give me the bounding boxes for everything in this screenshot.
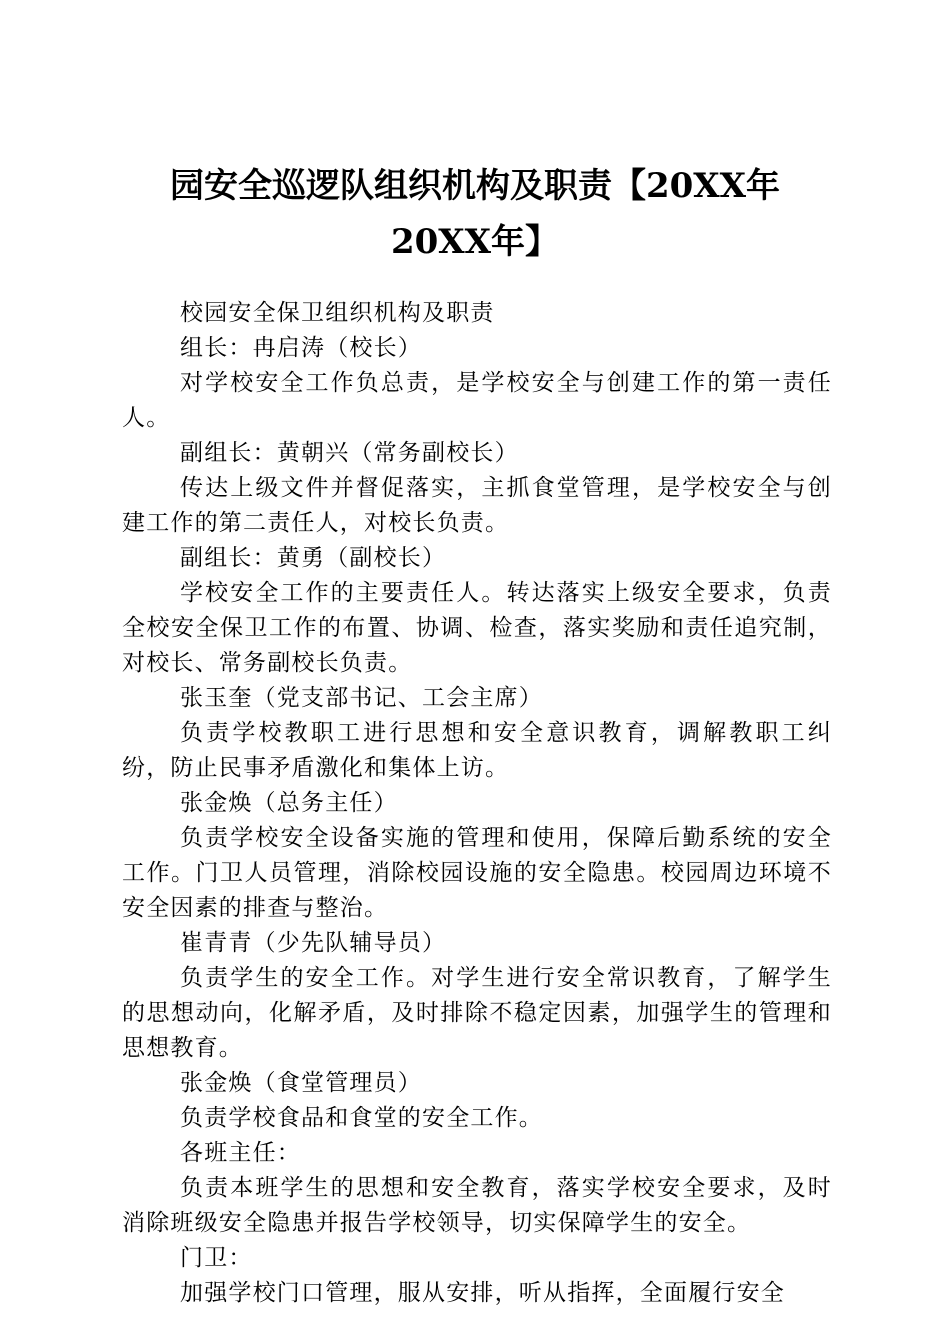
paragraph-pioneer-counselor: 崔青青（少先队辅导员）	[180, 930, 447, 956]
paragraph-section-heading: 校园安全保卫组织机构及职责	[180, 300, 495, 326]
paragraph-pioneer-counselor-duty: 负责学生的安全工作。对学生进行安全常识教育，了解学生的思想动向，化解矛盾，及时排除不稳定因素，加强学生的管理和思想教育。	[122, 965, 832, 1061]
paragraph-class-teachers-duty: 负责本班学生的思想和安全教育，落实学校安全要求，及时消除班级安全隐患并报告学校领导，切实保障学生的安全。	[122, 1175, 832, 1236]
paragraph-deputy-leader-1: 副组长：黄朝兴（常务副校长）	[180, 440, 519, 466]
paragraph-deputy-leader-2-duty: 学校安全工作的主要责任人。转达落实上级安全要求，负责全校安全保卫工作的布置、协调、检查，落实奖励和责任追究制，对校长、常务副校长负责。	[122, 580, 832, 676]
paragraph-leader: 组长：冉启涛（校长）	[180, 335, 422, 361]
paragraph-party-secretary-duty: 负责学校教职工进行思想和安全意识教育，调解教职工纠纷，防止民事矛盾激化和集体上访。	[122, 720, 832, 781]
paragraph-canteen-manager-duty: 负责学校食品和食堂的安全工作。	[180, 1105, 543, 1131]
paragraph-leader-duty: 对学校安全工作负总责，是学校安全与创建工作的第一责任人。	[122, 370, 832, 431]
document-body	[122, 296, 832, 1311]
paragraph-canteen-manager: 张金焕（食堂管理员）	[180, 1070, 422, 1096]
paragraph-gatekeeper-duty: 加强学校门口管理，服从安排，听从指挥，全面履行安全	[180, 1280, 785, 1306]
paragraph-deputy-leader-1-duty: 传达上级文件并督促落实，主抓食堂管理，是学校安全与创建工作的第二责任人，对校长负责。	[122, 475, 832, 536]
paragraph-general-affairs-duty: 负责学校安全设备实施的管理和使用，保障后勤系统的安全工作。门卫人员管理，消除校园设施的安全隐患。校园周边环境不安全因素的排查与整治。	[122, 825, 832, 921]
paragraph-class-teachers: 各班主任：	[180, 1140, 301, 1166]
paragraph-deputy-leader-2: 副组长：黄勇（副校长）	[180, 545, 447, 571]
document-title: 园安全巡逻队组织机构及职责【20XX年20XX年】	[169, 166, 781, 262]
paragraph-general-affairs: 张金焕（总务主任）	[180, 790, 398, 816]
paragraph-party-secretary: 张玉奎（党支部书记、工会主席）	[180, 685, 543, 711]
paragraph-gatekeeper: 门卫：	[180, 1245, 253, 1271]
